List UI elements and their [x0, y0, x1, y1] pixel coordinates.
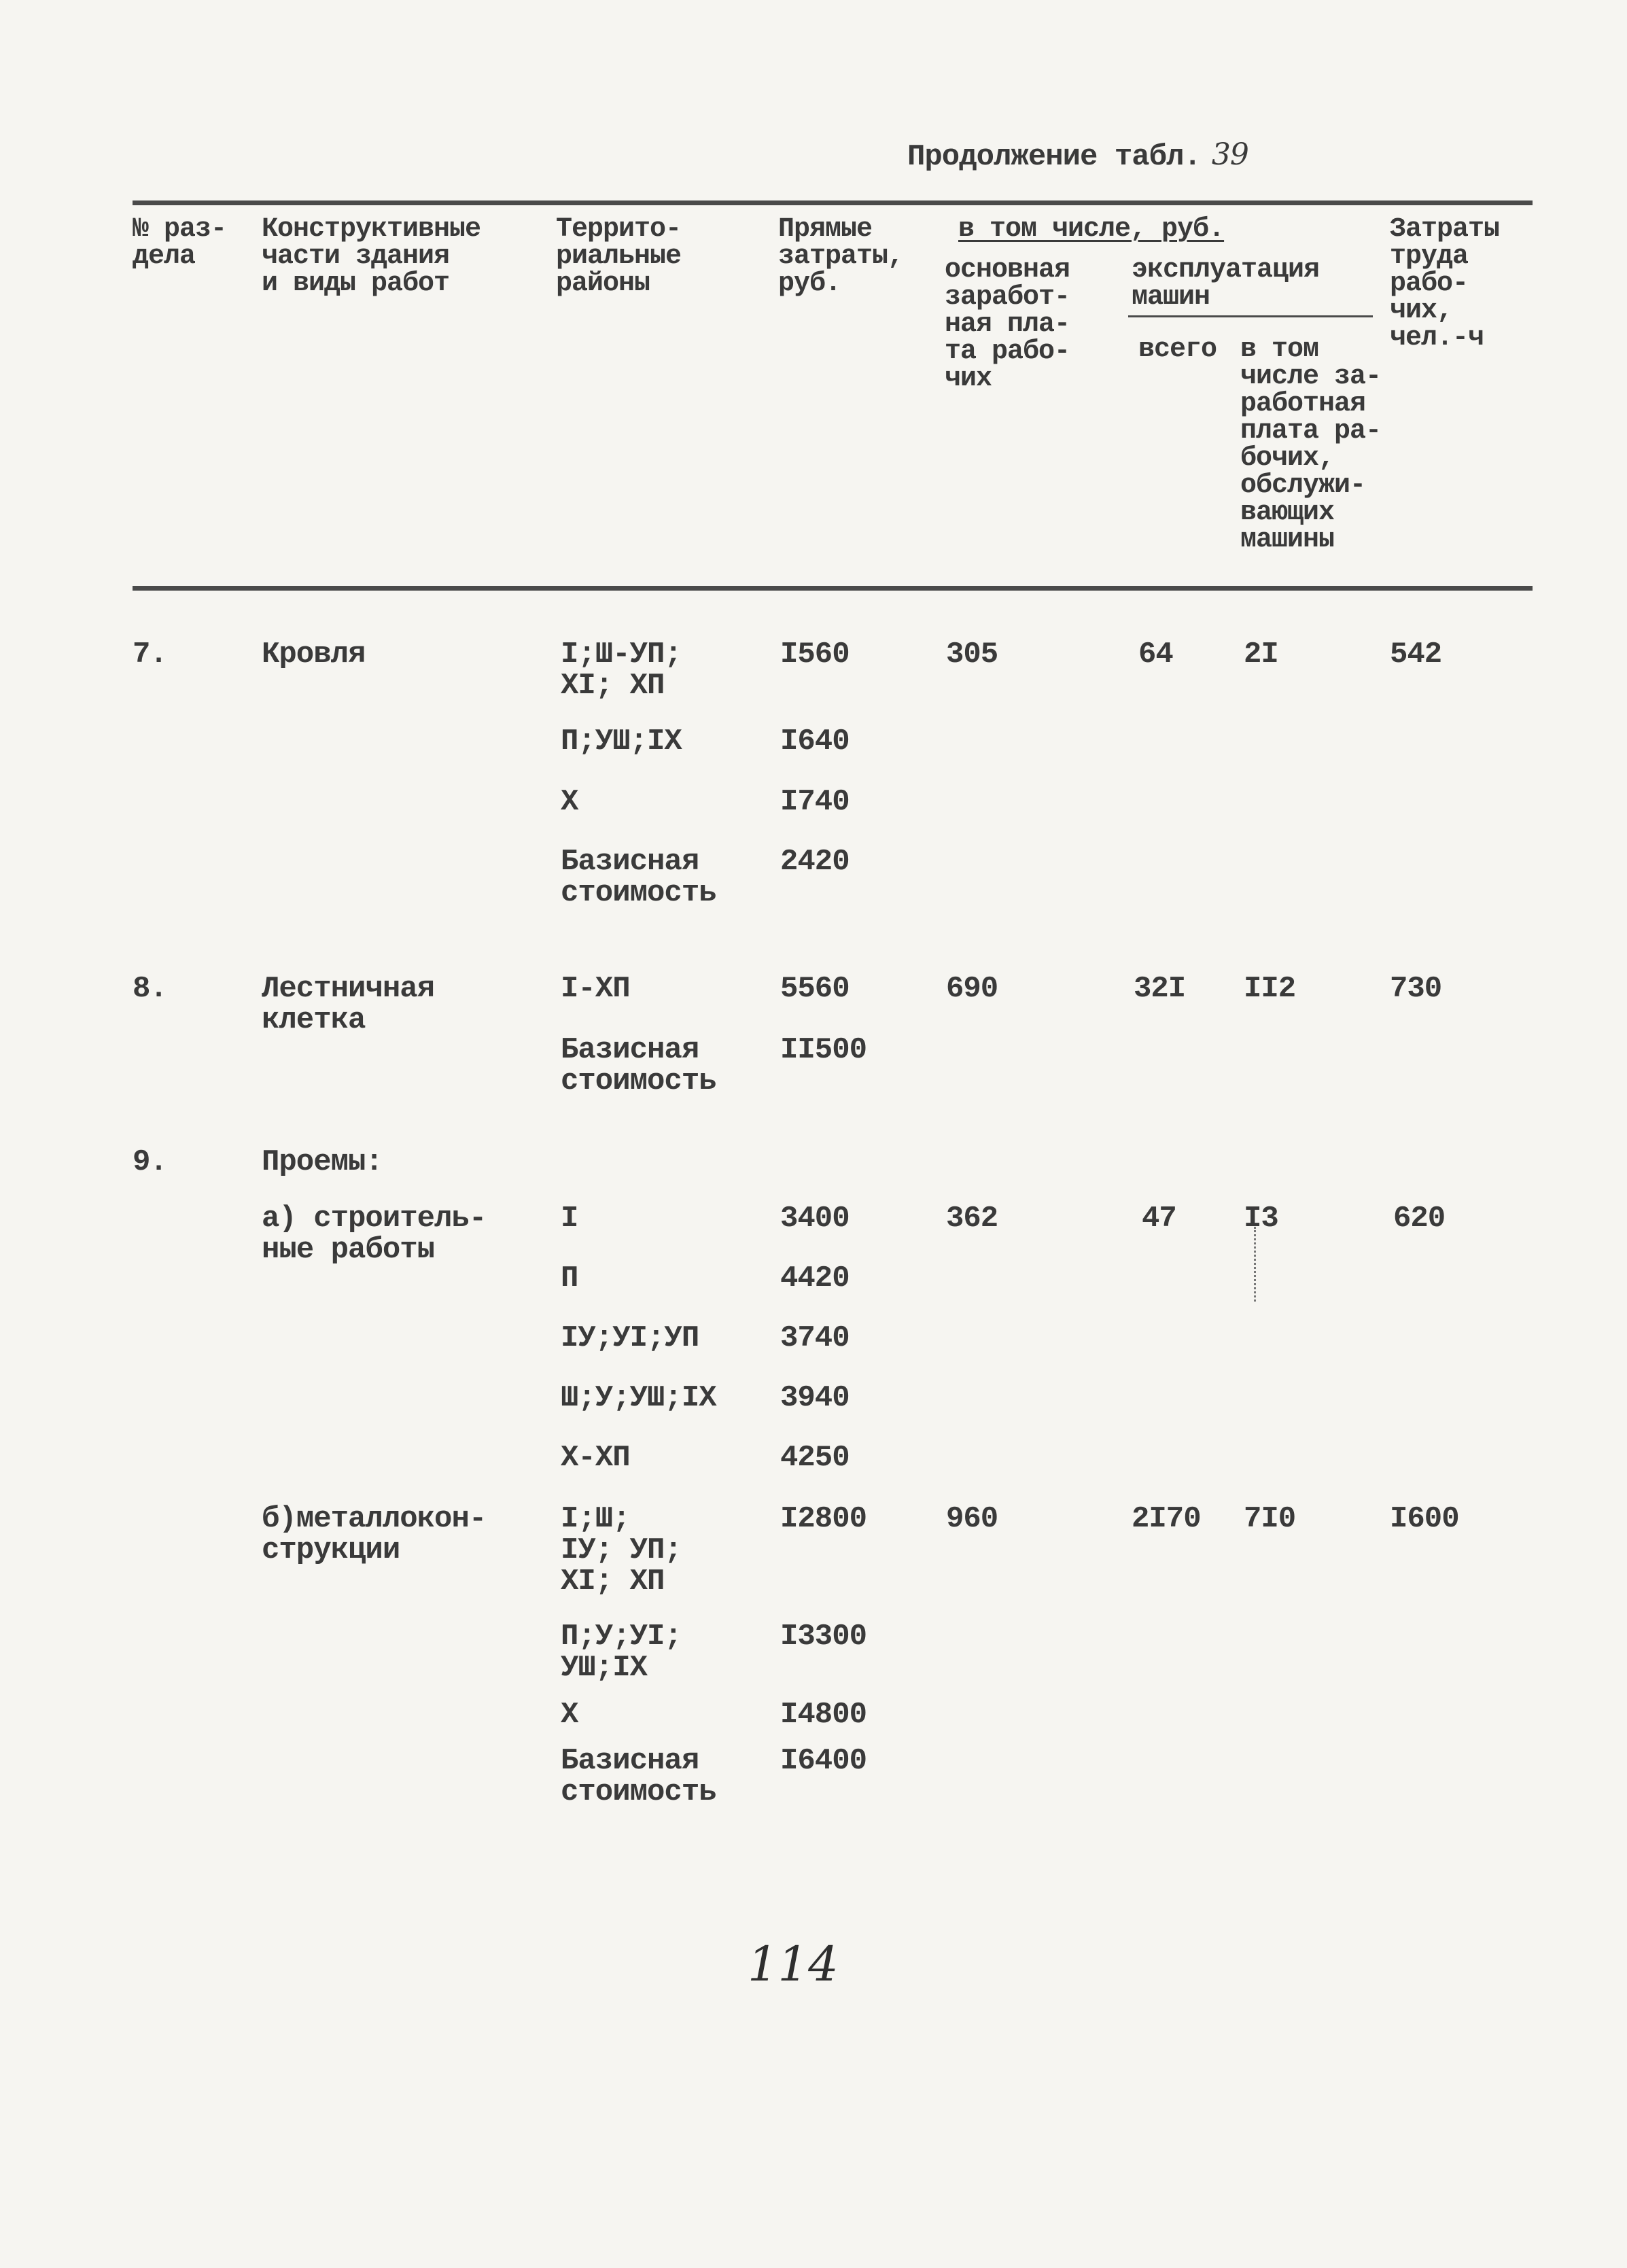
section-7-number: 7.	[133, 638, 167, 671]
section-9a-name: а) строитель- ные работы	[262, 1202, 487, 1267]
section-9b-base-wages: 960	[946, 1502, 998, 1536]
section-8-number: 8.	[133, 972, 167, 1006]
section-7-region-4: Базисная стоимость	[561, 845, 716, 910]
section-7-labor: 542	[1390, 638, 1442, 671]
header-parts: Конструктивные части здания и виды работ	[262, 214, 481, 299]
section-9a-cost-4: 3940	[780, 1381, 850, 1415]
section-8-cost-1: 5560	[780, 972, 850, 1006]
header-direct-costs: Прямые затраты, руб.	[778, 214, 904, 299]
section-9b-cost-2: I3300	[780, 1620, 867, 1654]
section-8-region-2: Базисная стоимость	[561, 1033, 716, 1098]
section-8-base-wages: 690	[946, 972, 998, 1006]
section-9a-cost-5: 4250	[780, 1441, 850, 1475]
section-9b-labor: I600	[1390, 1502, 1459, 1536]
section-9b-region-2: П;У;УI; УШ;IX	[561, 1620, 682, 1685]
table-number: 39	[1211, 137, 1248, 172]
section-7-name: Кровля	[262, 638, 366, 671]
section-9a-pencil-mark	[1254, 1227, 1256, 1302]
table-top-rule	[133, 200, 1533, 205]
header-machine-group: эксплуатация машин	[1132, 255, 1320, 313]
section-9b-name: б)металлокон- струкции	[262, 1502, 487, 1567]
header-bottom-rule	[133, 586, 1533, 591]
continuation-label	[907, 139, 1248, 173]
section-9a-base-wages: 362	[946, 1202, 998, 1236]
section-9b-cost-1: I2800	[780, 1502, 867, 1536]
section-8-machine-total: 32I	[1134, 972, 1186, 1006]
header-machine-wages: в том числе за- работная плата ра- бочих, обслужи- вающих машины	[1240, 334, 1382, 555]
section-9a-region-5: X-XП	[561, 1441, 630, 1475]
section-9a-machine-wages: I3	[1244, 1202, 1278, 1236]
header-labor: Затраты труда рабо- чих, чел.-ч	[1390, 214, 1500, 353]
section-9a-region-4: Ш;У;УШ;IX	[561, 1381, 716, 1415]
header-machine-rule	[1128, 315, 1373, 317]
section-9b-cost-3: I4800	[780, 1698, 867, 1732]
section-9a-labor: 620	[1393, 1202, 1446, 1236]
section-7-region-3: X	[561, 785, 578, 819]
section-9b-region-3: X	[561, 1698, 578, 1732]
continuation-text: Продолжение табл.	[907, 140, 1201, 174]
header-machine-total: всего	[1138, 334, 1217, 365]
section-9a-cost-2: 4420	[780, 1261, 850, 1295]
section-8-labor: 730	[1390, 972, 1442, 1006]
section-7-machine-wages: 2I	[1244, 638, 1278, 671]
section-9a-region-3: IУ;УI;УП	[561, 1321, 699, 1355]
section-7-cost-4: 2420	[780, 845, 850, 879]
section-7-cost-2: I640	[780, 725, 850, 758]
header-section-no: № раз- дела	[133, 214, 227, 272]
section-9-name: Проемы:	[262, 1145, 383, 1179]
header-including-group: в том числе, руб.	[958, 214, 1225, 245]
section-8-cost-2: II500	[780, 1033, 867, 1067]
section-9b-region-1: I;Ш; IУ; УП; XI; XП	[561, 1502, 682, 1599]
section-7-region-2: П;УШ;IX	[561, 725, 682, 758]
section-9a-machine-total: 47	[1142, 1202, 1176, 1236]
section-7-machine-total: 64	[1138, 638, 1173, 671]
section-7-cost-3: I740	[780, 785, 850, 819]
section-8-name: Лестничная клетка	[262, 972, 435, 1037]
section-7-cost-1: I560	[780, 638, 850, 671]
section-9b-region-4: Базисная стоимость	[561, 1744, 716, 1809]
section-9-number: 9.	[133, 1145, 167, 1179]
section-9b-machine-wages: 7I0	[1244, 1502, 1296, 1536]
section-7-base-wages: 305	[946, 638, 998, 671]
section-9a-region-1: I	[561, 1202, 578, 1236]
section-8-machine-wages: II2	[1244, 972, 1296, 1006]
section-9a-cost-3: 3740	[780, 1321, 850, 1355]
section-8-region-1: I-XП	[561, 972, 630, 1006]
header-regions: Террито- риальные районы	[556, 214, 682, 299]
header-base-wages: основная заработ- ная пла- та рабо- чих	[945, 255, 1070, 394]
section-7-region-1: I;Ш-УП; XI; XП	[561, 638, 682, 703]
section-9a-region-2: П	[561, 1261, 578, 1295]
page-number: 114	[748, 1936, 839, 1992]
section-9b-cost-4: I6400	[780, 1744, 867, 1778]
section-9a-cost-1: 3400	[780, 1202, 850, 1236]
section-9b-machine-total: 2I70	[1132, 1502, 1201, 1536]
